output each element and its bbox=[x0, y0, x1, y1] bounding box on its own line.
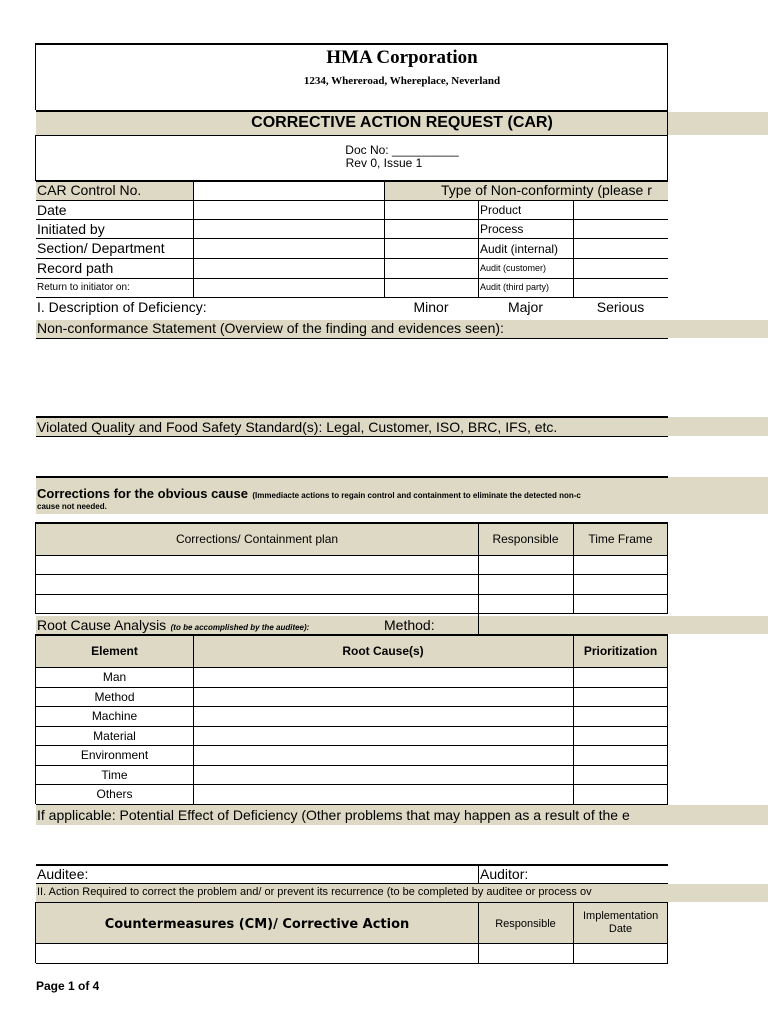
corrections-note-continued: cause not needed. bbox=[37, 502, 107, 511]
rca-note: (to be accomplished by the auditee): bbox=[170, 623, 310, 632]
company-name: HMA Corporation bbox=[326, 47, 478, 68]
section-department-label: Section/ Department bbox=[37, 240, 165, 256]
corrections-heading bbox=[37, 485, 668, 503]
return-to-initiator-label: Return to initiator on: bbox=[37, 282, 130, 293]
date-label: Date bbox=[37, 202, 67, 218]
potential-effect-label: If applicable: Potential Effect of Deficiency (Other problems that may happen as a result of the e bbox=[37, 807, 630, 823]
type-audit-customer: Audit (customer) bbox=[480, 263, 547, 273]
severity-major: Major bbox=[507, 299, 543, 315]
element-method: Method bbox=[94, 690, 135, 704]
action-required-label: II. Action Required to correct the problem and/ or prevent its recurrence (to be completed by auditee or process ov bbox=[37, 886, 592, 898]
col-corrections-responsible: Responsible bbox=[492, 532, 559, 546]
col-implementation-date: Implementation Date bbox=[583, 910, 658, 935]
rca-heading bbox=[37, 617, 309, 635]
corrections-title: Corrections for the obvious cause bbox=[37, 486, 248, 501]
col-prioritization: Prioritization bbox=[583, 644, 658, 658]
col-root-cause: Root Cause(s) bbox=[342, 644, 424, 658]
type-audit-third-party: Audit (third party) bbox=[480, 282, 550, 292]
element-man: Man bbox=[102, 670, 127, 684]
auditee-label: Auditee: bbox=[37, 866, 89, 882]
element-environment: Environment bbox=[80, 748, 149, 762]
type-process: Process bbox=[480, 222, 524, 236]
severity-serious: Serious bbox=[596, 299, 645, 315]
element-material: Material bbox=[93, 729, 136, 743]
form-title: CORRECTIVE ACTION REQUEST (CAR) bbox=[251, 114, 553, 131]
company-address: 1234, Whereroad, Whereplace, Neverland bbox=[303, 75, 501, 87]
col-action-responsible: Responsible bbox=[495, 918, 556, 930]
rca-title: Root Cause Analysis bbox=[37, 617, 167, 633]
initiated-by-label: Initiated by bbox=[37, 221, 105, 237]
element-time: Time bbox=[101, 768, 128, 782]
record-path-label: Record path bbox=[37, 260, 114, 276]
type-nonconformity-label: Type of Non-conforminty (please r bbox=[441, 182, 652, 198]
col-corrections-timeframe: Time Frame bbox=[588, 532, 653, 546]
corrections-note: (Immediacte actions to regain control and containment to eliminate the detected non-c bbox=[252, 491, 581, 500]
type-product: Product bbox=[480, 203, 522, 217]
description-deficiency-label: I. Description of Deficiency: bbox=[37, 299, 207, 315]
element-machine: Machine bbox=[91, 709, 138, 723]
col-countermeasures: Countermeasures (CM)/ Corrective Action bbox=[104, 917, 410, 932]
violated-standards-label: Violated Quality and Food Safety Standard(s): Legal, Customer, ISO, BRC, IFS, etc. bbox=[37, 419, 558, 435]
element-others: Others bbox=[96, 787, 133, 801]
page-number: Page 1 of 4 bbox=[36, 979, 100, 993]
type-audit-internal: Audit (internal) bbox=[480, 242, 559, 256]
revision: Rev 0, Issue 1 bbox=[345, 156, 423, 170]
doc-number: Doc No: __________ bbox=[345, 143, 459, 157]
col-element: Element bbox=[91, 644, 138, 658]
nonconformance-statement-label: Non-conformance Statement (Overview of the finding and evidences seen): bbox=[37, 320, 504, 336]
rca-method-label: Method: bbox=[384, 617, 435, 633]
car-control-label: CAR Control No. bbox=[37, 182, 142, 198]
severity-minor: Minor bbox=[413, 299, 449, 315]
auditor-label: Auditor: bbox=[480, 866, 529, 882]
col-corrections-plan: Corrections/ Containment plan bbox=[175, 532, 339, 546]
